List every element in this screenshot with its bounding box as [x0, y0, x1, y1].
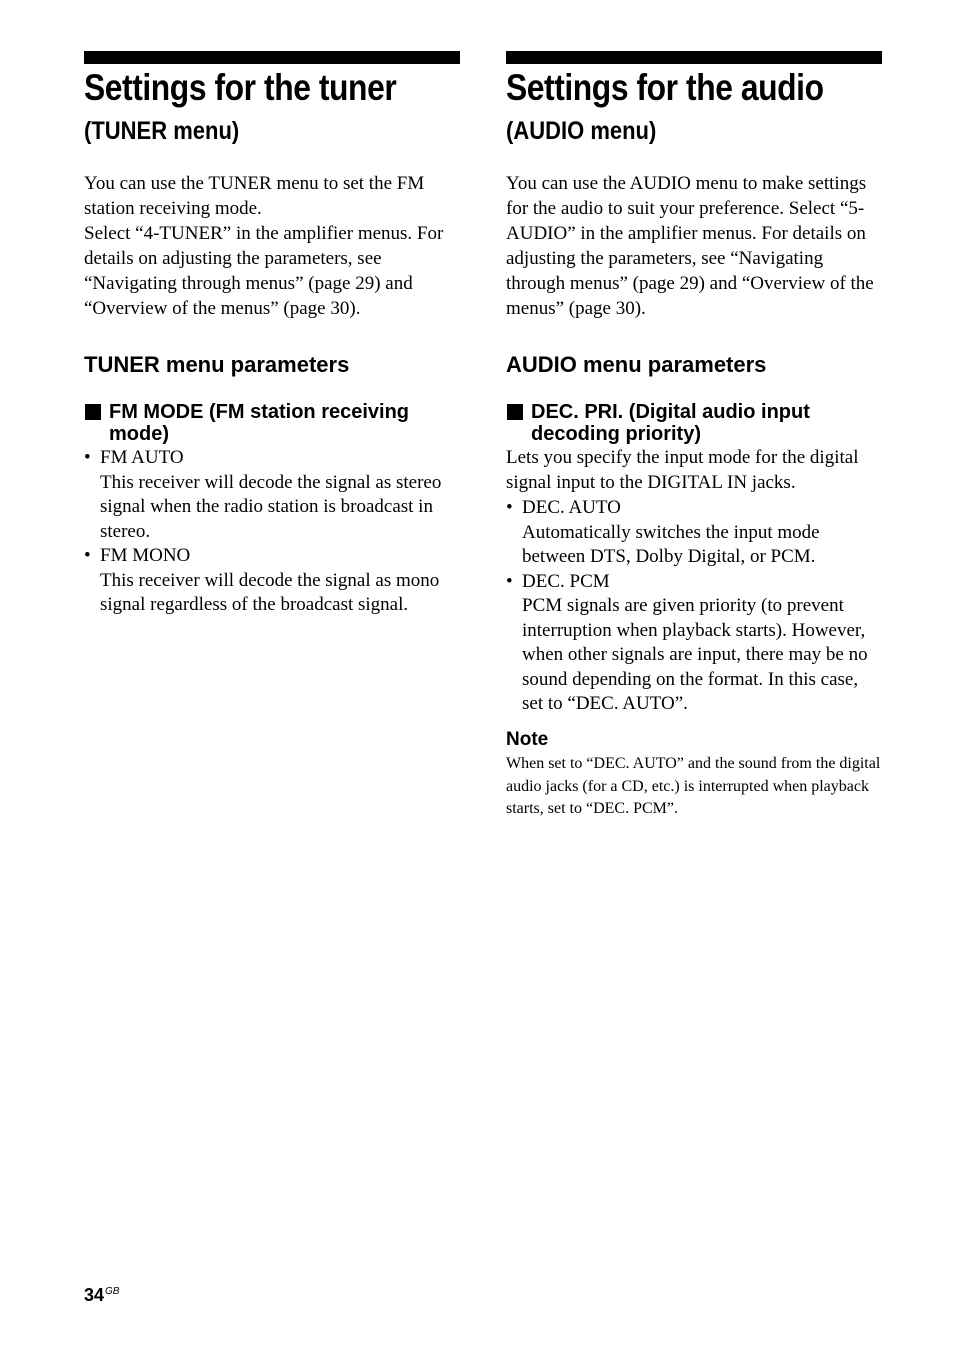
parameter-heading — [84, 401, 460, 445]
audio-section-heading: AUDIO menu parameters — [506, 352, 767, 377]
option-list — [506, 496, 882, 717]
tuner-intro-paragraph: You can use the TUNER menu to set the FM station receiving mode. — [84, 173, 425, 219]
list-item — [84, 544, 460, 618]
tuner-intro-paragraph: Select “4-TUNER” in the amplifier menus. For details on adjusting the parameters, see “Navigating through menus” (page 29) and “Overview of the menus” (page 30). — [84, 223, 444, 319]
option-name: FM AUTO — [100, 447, 184, 468]
note-label: Note — [506, 729, 549, 750]
note-text: When set to “DEC. AUTO” and the sound from the digital audio jacks (for a CD, etc.) is interrupted when playback starts, set to “DEC. PCM”. — [506, 755, 881, 817]
audio-subtitle: (AUDIO menu) — [506, 117, 657, 145]
option-description: PCM signals are given priority (to prevent interruption when playback starts). However, when other signals are input, there may be no sound depending on the format. In this case, set to “DEC. AUTO”. — [522, 595, 868, 714]
option-name: DEC. PCM — [522, 570, 610, 592]
square-icon — [507, 404, 523, 420]
audio-intro-paragraph: You can use the AUDIO menu to make settings for the audio to suit your preference. Select “5-AUDIO” in the amplifier menus. For details on adjusting the parameters, see “Navigating through menus” (page 29) and “Overview of the menus” (page 30). — [506, 173, 874, 319]
page-footer — [84, 1281, 119, 1306]
square-icon — [85, 404, 101, 420]
tuner-intro — [84, 171, 464, 321]
parameter-heading — [506, 401, 882, 445]
audio-intro — [506, 171, 886, 321]
tuner-subtitle: (TUNER menu) — [84, 117, 240, 145]
list-item — [506, 496, 882, 570]
list-item — [84, 446, 460, 544]
bullet-icon: • — [506, 570, 513, 592]
option-description: Automatically switches the input mode between DTS, Dolby Digital, or PCM. — [522, 521, 820, 567]
note — [506, 728, 882, 821]
list-item — [506, 570, 882, 717]
option-name: FM MONO — [100, 545, 191, 566]
audio-parameter — [506, 401, 882, 717]
option-name: DEC. AUTO — [522, 497, 621, 518]
option-description: This receiver will decode the signal as mono signal regardless of the broadcast signal. — [100, 569, 440, 615]
bullet-icon: • — [506, 497, 513, 518]
parameter-heading-text: DEC. PRI. (Digital audio input decoding priority) — [531, 401, 810, 445]
parameter-description: Lets you specify the input mode for the digital signal input to the DIGITAL IN jacks. — [506, 447, 859, 493]
audio-title: Settings for the audio — [506, 67, 824, 108]
option-list — [84, 446, 460, 618]
option-description: This receiver will decode the signal as stereo signal when the radio station is broadcast in stereo. — [100, 471, 442, 542]
title-rule — [506, 51, 882, 64]
page-region-suffix: GB — [105, 1286, 120, 1297]
title-rule — [84, 51, 460, 64]
parameter-heading-text: FM MODE (FM station receiving mode) — [109, 401, 410, 445]
tuner-parameter — [84, 401, 460, 618]
bullet-icon: • — [84, 447, 91, 468]
page-number: 34 — [84, 1285, 105, 1305]
bullet-icon: • — [84, 545, 91, 566]
tuner-title: Settings for the tuner — [84, 67, 397, 108]
tuner-section-heading: TUNER menu parameters — [84, 352, 350, 377]
